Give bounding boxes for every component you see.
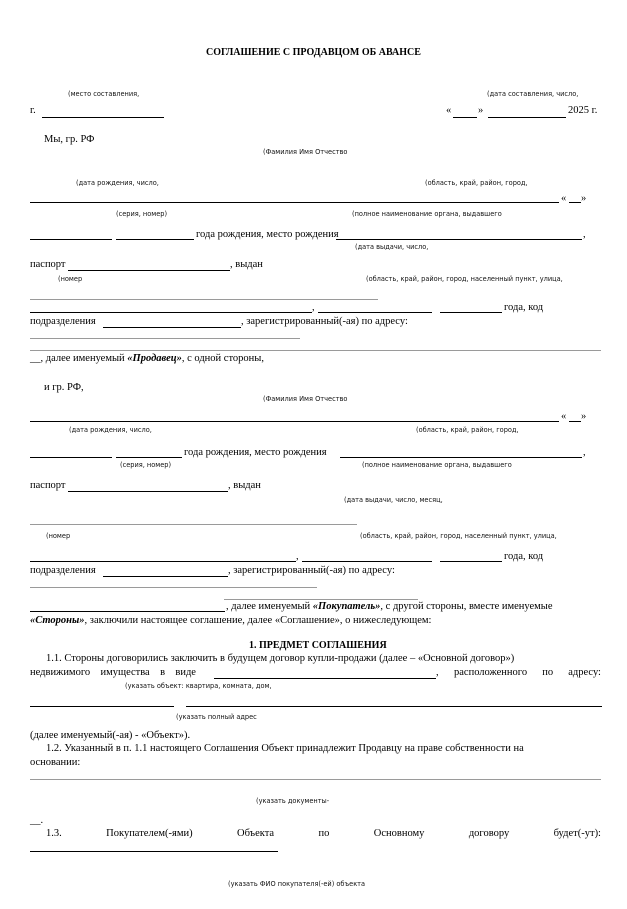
buyer-address-line[interactable] — [30, 587, 317, 588]
seller-dept-label: подразделения — [30, 316, 96, 327]
seller-address-hint: (область, край, район, город, населенный пункт, улица, — [366, 275, 563, 283]
buyer-birth-place-field[interactable] — [340, 457, 582, 458]
quote-open: « — [446, 105, 452, 116]
seller-quote-open: « — [561, 193, 567, 204]
seller-fio-field[interactable] — [30, 202, 559, 203]
buyer-issuer-field[interactable] — [30, 561, 296, 562]
buyer-address-field[interactable] — [30, 611, 225, 612]
buyer-registered: , зарегистрированный(-ая) по адресу: — [228, 565, 395, 576]
buyer-name-field[interactable] — [30, 851, 278, 852]
parties-named: «Стороны», заключили настоящее соглашение, далее «Соглашение», о нижеследующем: — [30, 615, 432, 626]
seller-issuer-field[interactable] — [30, 312, 312, 313]
seller-named: __, далее именуемый «Продавец», с одной стороны, — [30, 353, 264, 364]
p11-words: недвижимого имущества в виде — [30, 667, 196, 678]
buyer-fio-hint: (Фамилия Имя Отчество — [263, 395, 348, 403]
quote-close: » — [478, 105, 484, 116]
document-title: СОГЛАШЕНИЕ С ПРОДАВЦОМ ОБ АВАНСЕ — [206, 47, 421, 58]
buyer-issuer-line[interactable] — [30, 524, 357, 525]
buyer-issue-year-field[interactable] — [440, 561, 502, 562]
object-hint: (указать объект: квартира, комната, дом, — [125, 682, 272, 690]
buyer-issue-hint: (дата выдачи, число, месяц, — [344, 496, 443, 504]
seller-quote-close: » — [581, 193, 587, 204]
object-address-field[interactable] — [186, 706, 602, 707]
buyer-birth-place: года рождения, место рождения — [184, 447, 327, 458]
seller-issuer-line[interactable] — [30, 299, 378, 300]
seller-issue-year-field[interactable] — [440, 312, 502, 313]
buyer-day-field[interactable] — [569, 421, 581, 422]
seller-birth-place-field[interactable] — [336, 239, 582, 240]
day-field[interactable] — [453, 117, 477, 118]
buyer-birth-hint: (дата рождения, число, — [69, 426, 152, 434]
seller-address-line[interactable] — [30, 338, 300, 339]
named-object: (далее именуемый(-ая) - «Объект»). — [30, 730, 191, 741]
buyer-address-hint: (область, край, район, город, населенный пункт, улица, — [360, 532, 557, 540]
seller-registered: , зарегистрированный(-ая) по адресу: — [241, 316, 408, 327]
buyer-quote-open: « — [561, 411, 567, 422]
buyer-fio-field[interactable] — [30, 421, 559, 422]
buyer-year-code: года, код — [504, 551, 544, 562]
city-prefix: г. — [30, 105, 36, 116]
seller-issue-hint: (дата выдачи, число, — [355, 243, 429, 251]
seller-fio-hint: (Фамилия Имя Отчество — [263, 148, 348, 156]
buyer-quote-close: » — [581, 411, 587, 422]
p11-line1: 1.1. Стороны договорились заключить в будущем договор купли-продажи (далее – «Основной договор») — [46, 653, 515, 664]
month-field[interactable] — [488, 117, 566, 118]
date-hint: (дата составления, число, — [487, 90, 579, 98]
buyer-series-hint: (серия, номер) — [120, 461, 172, 469]
object-type-field[interactable] — [214, 678, 436, 679]
buyer-issued-label: , выдан — [228, 480, 261, 491]
p12-line1: 1.2. Указанный в п. 1.1 настоящего Соглашения Объект принадлежит Продавцу на праве собственности на — [46, 743, 524, 754]
seller-series-field[interactable] — [30, 239, 112, 240]
fio-buyer-hint: (указать ФИО покупателя(-ей) объекта — [228, 880, 366, 888]
seller-issue-date-field[interactable] — [318, 312, 432, 313]
seller-passport-label: паспорт — [30, 259, 66, 270]
end-mark: __. — [30, 815, 44, 826]
seller-birth-hint: (дата рождения, число, — [76, 179, 159, 187]
seller-year-code: года, код — [504, 302, 544, 313]
seller-number-field[interactable] — [116, 239, 194, 240]
buyer-organ-hint: (полное наименование органа, выдавшего — [362, 461, 512, 469]
seller-dept-field[interactable] — [103, 327, 241, 328]
buyer-number-field[interactable] — [116, 457, 182, 458]
object-detail-field[interactable] — [30, 706, 174, 707]
buyer-issue-date-field[interactable] — [302, 561, 432, 562]
buyer-dept-label: подразделения — [30, 565, 96, 576]
seller-region-hint: (область, край, район, город, — [425, 179, 528, 187]
buyer-passport-label: паспорт — [30, 480, 66, 491]
seller-series-hint: (серия, номер) — [116, 210, 168, 218]
p11-tail: расположенного по адресу: — [454, 667, 601, 678]
basis-field[interactable] — [30, 779, 601, 780]
place-field[interactable] — [42, 117, 164, 118]
buyer-series-field[interactable] — [30, 457, 112, 458]
place-hint: (место составления, — [68, 90, 140, 98]
seller-intro: Мы, гр. РФ — [44, 134, 95, 145]
buyer-address-line-2[interactable] — [224, 599, 418, 600]
p13-words: 1.3. Покупателем(-ями) Объекта по Основному договору будет(-ут): — [46, 828, 601, 839]
seller-passport-field[interactable] — [68, 270, 230, 271]
buyer-intro: и гр. РФ, — [44, 382, 84, 393]
year-text: 2025 г. — [568, 105, 598, 116]
buyer-number-hint: (номер — [46, 532, 71, 540]
seller-day-field[interactable] — [569, 202, 581, 203]
address-hint: (указать полный адрес — [176, 713, 257, 721]
section1-title: 1. ПРЕДМЕТ СОГЛАШЕНИЯ — [249, 640, 387, 651]
buyer-dept-field[interactable] — [103, 576, 228, 577]
buyer-region-hint: (область, край, район, город, — [416, 426, 519, 434]
docs-hint: (указать документы- — [256, 797, 330, 805]
seller-birth-place: года рождения, место рождения — [196, 229, 339, 240]
seller-issued-label: , выдан — [230, 259, 263, 270]
seller-organ-hint: (полное наименование органа, выдавшего — [352, 210, 502, 218]
buyer-named: , далее именуемый «Покупатель», с другой стороны, вместе именуемые — [226, 601, 553, 612]
buyer-passport-field[interactable] — [68, 491, 228, 492]
seller-address-line-2[interactable] — [30, 350, 601, 351]
seller-number-hint: (номер — [58, 275, 83, 283]
p12-line2: основании: — [30, 757, 81, 768]
